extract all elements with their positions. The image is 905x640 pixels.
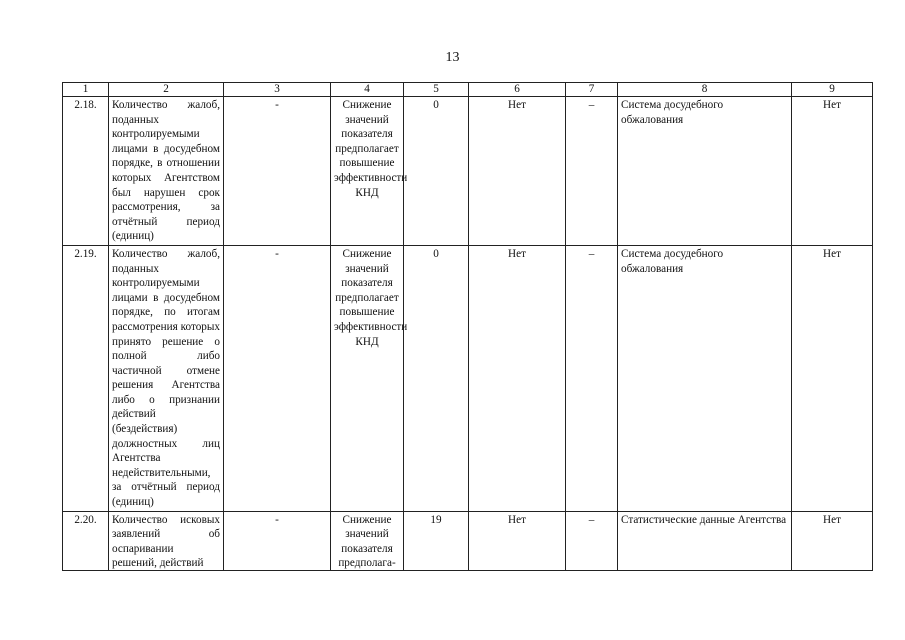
table-cell <box>618 511 792 570</box>
table-row <box>63 511 873 570</box>
column-header: 2 <box>109 83 224 97</box>
header-row <box>63 83 873 97</box>
column-header: 7 <box>566 83 618 97</box>
table-cell: Нет <box>469 245 566 511</box>
indicator-name-cell: Количество жалоб, поданных контролируемыми лицами в досудебном порядке, по итогам рассмотрения которых принято решение о полной либо частичной отмене решения Агентства либо о признании действий (бездействия) должностных лиц Агентства недействительными, за отчётный период (единиц) <box>109 245 224 511</box>
table-cell <box>566 511 618 570</box>
column-header: 4 <box>331 83 404 97</box>
indicator-name-cell <box>109 511 224 570</box>
cell-text: Нет <box>508 513 526 526</box>
table-cell: Снижение значений показателя предполагает повышение эффективности КНД <box>331 245 404 511</box>
table-cell: – <box>566 245 618 511</box>
cell-text: Нет <box>823 513 841 526</box>
cell-text: Статистические данные Агентства <box>621 513 787 526</box>
table-cell: - <box>224 97 331 246</box>
table-row <box>63 97 873 246</box>
row-number-cell <box>63 511 109 570</box>
row-number-cell: 2.18. <box>63 97 109 246</box>
column-header: 5 <box>404 83 469 97</box>
page-number: 13 <box>445 50 460 65</box>
column-header: 6 <box>469 83 566 97</box>
column-header: 8 <box>618 83 792 97</box>
cell-text: Снижение значений показателя предполага- <box>338 513 396 569</box>
table-cell <box>331 511 404 570</box>
table-cell: – <box>566 97 618 246</box>
column-header: 9 <box>792 83 873 97</box>
column-header: 3 <box>224 83 331 97</box>
indicator-name-cell: Количество жалоб, поданных контролируемыми лицами в досудебном порядке, в отношении которых Агентством был нарушен срок рассмотрения, за отчётный период (единиц) <box>109 97 224 246</box>
table-cell <box>224 511 331 570</box>
indicators-table <box>62 82 873 571</box>
column-header: 1 <box>63 83 109 97</box>
table-row <box>63 245 873 511</box>
cell-text: - <box>275 513 279 526</box>
cell-text: – <box>588 513 595 526</box>
table-cell: Нет <box>469 97 566 246</box>
table-cell: Нет <box>792 245 873 511</box>
table-cell <box>469 511 566 570</box>
row-number-cell: 2.19. <box>63 245 109 511</box>
table-cell <box>792 511 873 570</box>
table-cell: Система досудебного обжалования <box>618 245 792 511</box>
table-cell: Нет <box>792 97 873 246</box>
table-cell: 0 <box>404 245 469 511</box>
cell-text: 2.20. <box>74 513 97 526</box>
table-cell: Снижение значений показателя предполагает повышение эффективности КНД <box>331 97 404 246</box>
table-cell: - <box>224 245 331 511</box>
table-cell: Система досудебного обжалования <box>618 97 792 246</box>
cell-text: 19 <box>430 513 442 526</box>
cell-text: Количество исковых заявлений об оспаривании решений, действий <box>112 513 220 569</box>
table-cell <box>404 511 469 570</box>
table-cell: 0 <box>404 97 469 246</box>
